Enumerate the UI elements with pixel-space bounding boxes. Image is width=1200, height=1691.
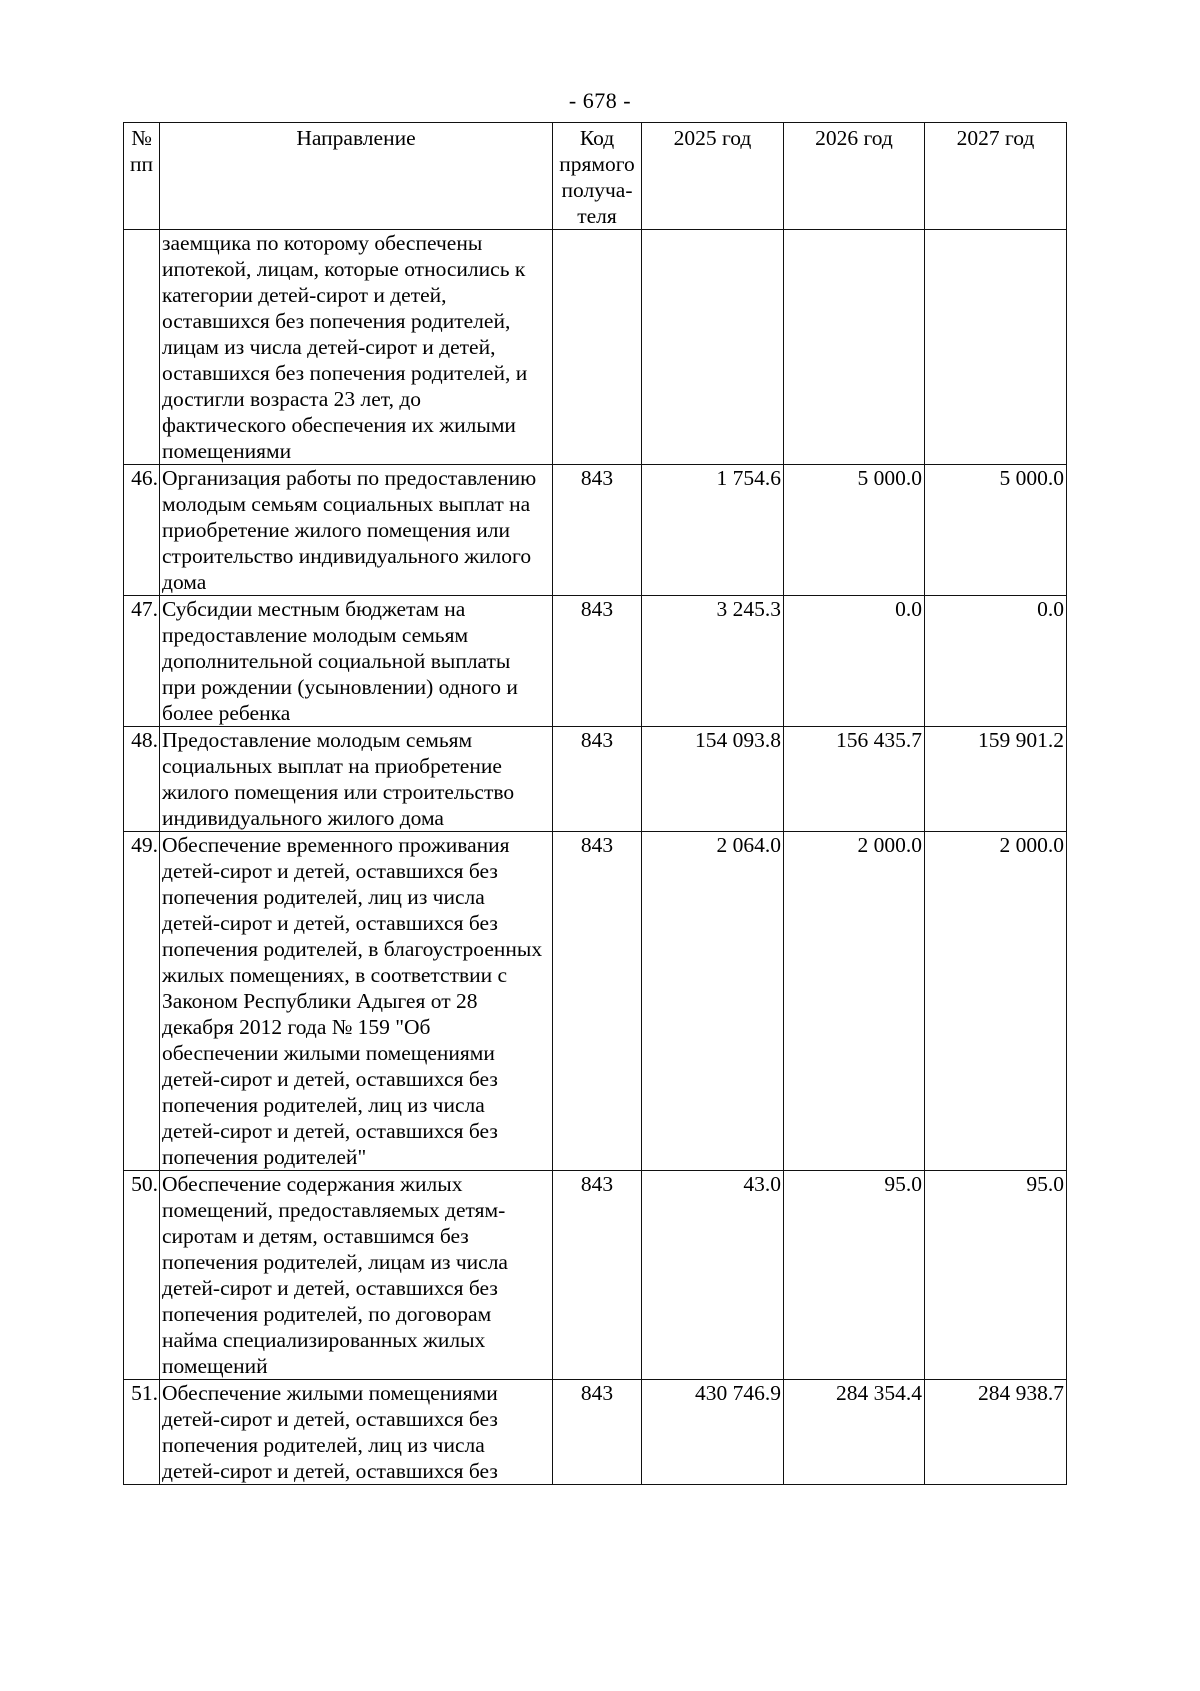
header-direction: Направление (160, 123, 553, 230)
row-code: 843 (553, 832, 642, 1171)
row-number: 49. (124, 832, 160, 1171)
row-number: 48. (124, 727, 160, 832)
page-number: - 678 - (568, 88, 632, 113)
header-2027: 2027 год (925, 123, 1067, 230)
row-direction: Предоставление молодым семьям социальных выплат на приобретение жилого помещения или строительство индивидуального жилого дома (160, 727, 553, 832)
row-2025: 1 754.6 (642, 465, 784, 596)
row-code: 843 (553, 465, 642, 596)
table-row (124, 1380, 1067, 1485)
row-number: 46. (124, 465, 160, 596)
row-2025: 430 746.9 (642, 1380, 784, 1485)
row-direction: Организация работы по предоставлению молодым семьям социальных выплат на приобретение жилого помещения или строительство индивидуального жилого дома (160, 465, 553, 596)
table-row (124, 727, 1067, 832)
row-2027: 284 938.7 (925, 1380, 1067, 1485)
row-direction: заемщика по которому обеспечены ипотекой, лицам, которые относились к категории детей-сирот и детей, оставшихся без попечения родителей, лицам из числа детей-сирот и детей, оставшихся без попечения родителей, и достигли возраста 23 лет, до фактического обеспечения их жилыми помещениями (160, 230, 553, 465)
row-2026 (784, 230, 925, 465)
row-2027 (925, 230, 1067, 465)
row-2025 (642, 230, 784, 465)
row-2026: 2 000.0 (784, 832, 925, 1171)
header-code: Код прямого получа-теля (553, 123, 642, 230)
row-2025: 2 064.0 (642, 832, 784, 1171)
row-number: 47. (124, 596, 160, 727)
row-number: 51. (124, 1380, 160, 1485)
header-2026: 2026 год (784, 123, 925, 230)
row-direction: Обеспечение содержания жилых помещений, предоставляемых детям-сиротам и детям, оставшимся без попечения родителей, лицам из числа детей-сирот и детей, оставшихся без попечения родителей, по договорам найма специализированных жилых помещений (160, 1171, 553, 1380)
row-number (124, 230, 160, 465)
header-2025: 2025 год (642, 123, 784, 230)
header-no: № пп (124, 123, 160, 230)
row-2026: 95.0 (784, 1171, 925, 1380)
table-row (124, 465, 1067, 596)
row-2025: 3 245.3 (642, 596, 784, 727)
row-2025: 154 093.8 (642, 727, 784, 832)
table-row (124, 1171, 1067, 1380)
row-code: 843 (553, 1171, 642, 1380)
row-code (553, 230, 642, 465)
row-2027: 0.0 (925, 596, 1067, 727)
row-2027: 159 901.2 (925, 727, 1067, 832)
row-code: 843 (553, 596, 642, 727)
row-direction: Субсидии местным бюджетам на предоставление молодым семьям дополнительной социальной выплаты при рождении (усыновлении) одного и более ребенка (160, 596, 553, 727)
row-2027: 95.0 (925, 1171, 1067, 1380)
budget-table (123, 122, 1067, 1485)
row-code: 843 (553, 727, 642, 832)
row-direction: Обеспечение жилыми помещениями детей-сирот и детей, оставшихся без попечения родителей, лиц из числа детей-сирот и детей, оставшихся без (160, 1380, 553, 1485)
table-row (124, 596, 1067, 727)
row-2025: 43.0 (642, 1171, 784, 1380)
table-row (124, 230, 1067, 465)
row-2026: 156 435.7 (784, 727, 925, 832)
table-header-row (124, 123, 1067, 230)
row-2026: 5 000.0 (784, 465, 925, 596)
table-row (124, 832, 1067, 1171)
row-direction: Обеспечение временного проживания детей-сирот и детей, оставшихся без попечения родителей, лиц из числа детей-сирот и детей, оставшихся без попечения родителей, в благоустроенных жилых помещениях, в соответствии с Законом Республики Адыгея от 28 декабря 2012 года № 159 "Об обеспечении жилыми помещениями детей-сирот и детей, оставшихся без попечения родителей, лиц из числа детей-сирот и детей, оставшихся без попечения родителей" (160, 832, 553, 1171)
row-2026: 0.0 (784, 596, 925, 727)
row-2026: 284 354.4 (784, 1380, 925, 1485)
row-number: 50. (124, 1171, 160, 1380)
row-code: 843 (553, 1380, 642, 1485)
row-2027: 2 000.0 (925, 832, 1067, 1171)
row-2027: 5 000.0 (925, 465, 1067, 596)
